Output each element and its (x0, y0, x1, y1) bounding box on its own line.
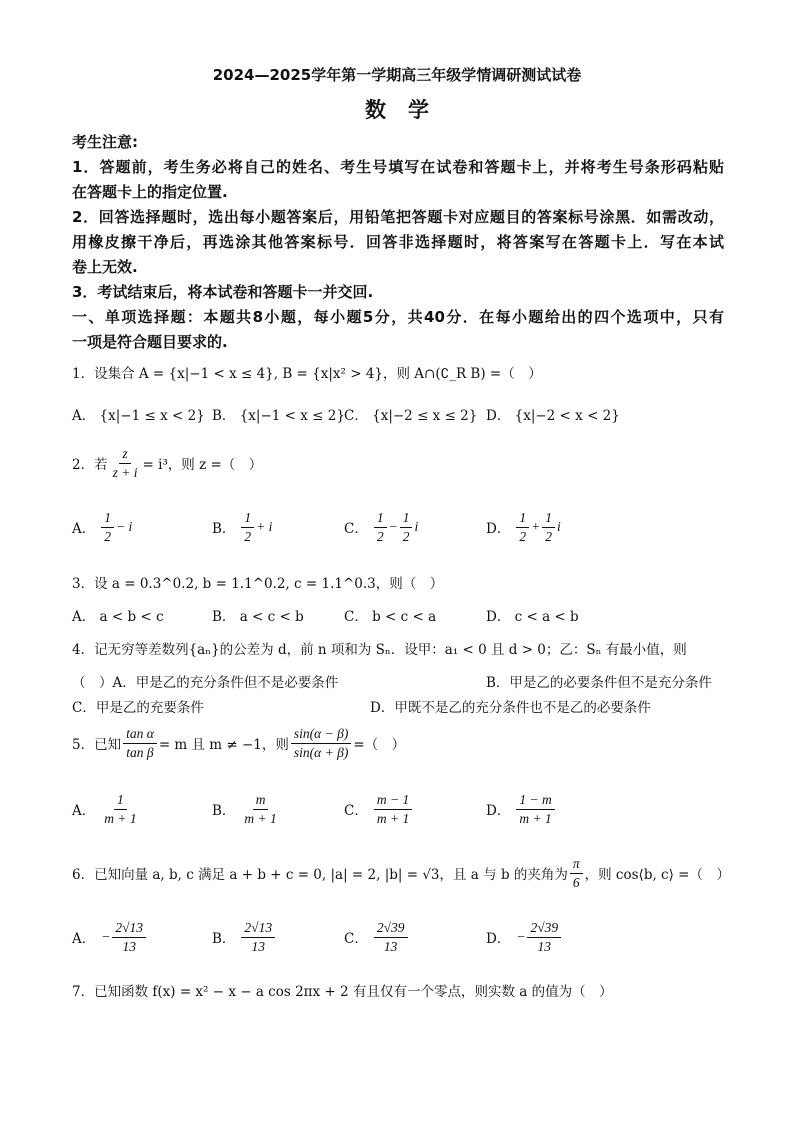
option-label: A． (72, 803, 96, 820)
fraction-numerator: 1 − m (516, 792, 554, 810)
fraction-denominator: sin(α + β) (293, 744, 349, 760)
option-label: C． (344, 931, 368, 948)
fraction-numerator: 1 (400, 510, 413, 528)
option-operator: − (388, 519, 398, 535)
option-fraction (241, 792, 279, 826)
option-fraction (516, 792, 554, 826)
question-2-prefix: 2．若 (72, 457, 108, 474)
option-fraction (527, 920, 561, 954)
option-sign: − (101, 929, 111, 945)
fraction-denominator: m + 1 (244, 810, 277, 826)
question-3-option-a: A． a < b < c (72, 609, 164, 625)
option-fraction (241, 920, 275, 954)
option-operator: + (531, 519, 541, 535)
option-fraction (112, 920, 146, 954)
question-6-option-b (212, 920, 277, 954)
option-sign: − (516, 929, 526, 945)
option-label: C． (344, 521, 368, 538)
question-2-fraction (110, 446, 141, 480)
question-2-suffix: = i³，则 z =（ ） (142, 457, 263, 474)
question-4-line-1: 4．记无穷等差数列{aₙ}的公差为 d，前 n 项和为 Sₙ．设甲：a₁ < 0 且 d > 0；乙：Sₙ 有最小值，则 (72, 642, 687, 658)
question-4-option-a: （ ）A．甲是乙的充分条件但不是必要条件 (72, 675, 339, 691)
question-5-option-a (72, 792, 142, 826)
fraction-denominator: 2 (402, 528, 410, 544)
option-label: B． (212, 931, 236, 948)
question-5-prefix: 5．已知 (72, 737, 122, 754)
question-1-option-a: A． {x|−1 ≤ x < 2} (72, 408, 205, 424)
question-6-angle-fraction (570, 856, 583, 890)
section-1-heading-line-1: 一、单项选择题：本题共8小题，每小题5分，共40分．在每小题给出的四个选项中，只有 (72, 308, 724, 326)
question-2-option-d (486, 510, 561, 544)
option-label: B． (212, 803, 236, 820)
fraction-denominator: 2 (519, 528, 527, 544)
question-3-option-d: D． c < a < b (486, 609, 579, 625)
option-label: D． (486, 521, 511, 538)
fraction-numerator: 1 (542, 510, 555, 528)
fraction-denominator: 6 (572, 874, 580, 890)
notice-heading: 考生注意: (72, 133, 138, 151)
option-label: A． (72, 521, 96, 538)
question-1-stem: 1．设集合 A = {x|−1 < x ≤ 4}, B = {x|x² > 4}，则 A∩(∁_R B) =（ ） (72, 366, 542, 382)
question-5-fraction-1 (123, 726, 157, 760)
fraction-numerator: m (253, 792, 269, 810)
question-1-option-d: D． {x|−2 < x < 2} (486, 408, 620, 424)
fraction-numerator: 1 (101, 510, 114, 528)
fraction-denominator: 2 (104, 528, 111, 544)
question-5-option-b (212, 792, 282, 826)
fraction-denominator: m + 1 (376, 810, 410, 826)
fraction-denominator: z + i (112, 464, 138, 480)
question-3-option-b: B． a < c < b (212, 609, 304, 625)
fraction-numerator: 2√13 (241, 920, 275, 938)
option-tail: i (414, 519, 419, 535)
option-fraction-2 (542, 510, 555, 544)
option-fraction (101, 792, 139, 826)
fraction-numerator: 1 (241, 510, 254, 528)
option-fraction (516, 510, 529, 544)
notice-item-3: 3．考试结束后，将本试卷和答题卡一并交回. (72, 283, 374, 301)
subject-title: 数学 (365, 97, 451, 122)
exam-title: 2024—2025学年第一学期高三年级学情调研测试试卷 (212, 66, 582, 84)
notice-item-2-line-1: 2．回答选择题时，选出每小题答案后，用铅笔把答题卡对应题目的答案标号涂黑．如需改动， (72, 208, 724, 226)
notice-item-2-line-3: 卷上无效. (72, 258, 138, 276)
option-label: D． (486, 803, 511, 820)
question-6-option-c (344, 920, 410, 954)
option-tail: + i (256, 519, 273, 535)
fraction-numerator: m − 1 (374, 792, 412, 810)
option-tail: i (556, 519, 561, 535)
fraction-denominator: 13 (251, 938, 265, 954)
option-label: B． (212, 521, 236, 538)
question-6-prefix: 6．已知向量 a, b, c 满足 a + b + c = 0, |a| = 2, |b| = √3，且 a 与 b 的夹角为 (72, 867, 568, 884)
question-5-option-c (344, 792, 414, 826)
question-5-stem (72, 726, 405, 760)
option-fraction (374, 510, 387, 544)
fraction-numerator: 1 (516, 510, 529, 528)
question-4-option-b: B．甲是乙的必要条件但不是充分条件 (486, 675, 712, 691)
fraction-denominator: 2 (545, 528, 552, 544)
question-2-option-c (344, 510, 418, 544)
option-fraction (241, 510, 254, 544)
question-5-option-d (486, 792, 557, 826)
fraction-numerator: z (119, 446, 130, 464)
notice-item-1-line-1: 1．答题前，考生务必将自己的姓名、考生号填写在试卷和答题卡上，并将考生号条形码粘贴 (72, 158, 724, 176)
question-3-stem: 3．设 a = 0.3^0.2, b = 1.1^0.2, c = 1.1^0.3，则（ ） (72, 576, 444, 592)
option-label: C． (344, 803, 368, 820)
question-7-stem: 7．已知函数 f(x) = x² − x − a cos 2πx + 2 有且仅有一个零点，则实数 a 的值为（ ） (72, 984, 613, 1000)
fraction-denominator: 13 (383, 938, 398, 954)
question-3-option-c: C． b < c < a (344, 609, 437, 625)
option-fraction-2 (400, 510, 413, 544)
question-2-option-b (212, 510, 272, 544)
question-6-suffix: ，则 cos⟨b, c⟩ =（ ） (584, 867, 730, 884)
notice-item-2-line-2: 用橡皮擦干净后，再选涂其他答案标号．回答非选择题时，将答案写在答题卡上．写在本试 (72, 233, 724, 251)
question-6-option-a (72, 920, 148, 954)
option-fraction (101, 510, 114, 544)
fraction-numerator: 1 (374, 510, 387, 528)
option-label: A． (72, 931, 96, 948)
fraction-numerator: π (570, 856, 583, 874)
fraction-denominator: 13 (537, 938, 552, 954)
fraction-denominator: 2 (376, 528, 384, 544)
question-4-option-d: D．甲既不是乙的充分条件也不是乙的必要条件 (370, 700, 651, 716)
fraction-numerator: 2√39 (527, 920, 561, 938)
option-label: D． (486, 931, 511, 948)
option-fraction (374, 920, 408, 954)
question-5-fraction-2 (291, 726, 351, 760)
fraction-numerator: 2√39 (374, 920, 408, 938)
fraction-numerator: 2√13 (112, 920, 146, 938)
fraction-numerator: sin(α − β) (291, 726, 351, 744)
question-6-stem (72, 856, 730, 890)
question-5-suffix: =（ ） (353, 737, 406, 754)
option-tail: − i (116, 519, 133, 535)
fraction-denominator: 2 (244, 528, 252, 544)
fraction-numerator: tan α (123, 726, 157, 744)
section-1-heading-line-2: 一项是符合题目要求的. (72, 333, 228, 351)
question-6-option-d (486, 920, 563, 954)
fraction-numerator: 1 (114, 792, 127, 810)
question-4-option-c: C．甲是乙的充要条件 (72, 700, 204, 716)
option-fraction (374, 792, 412, 826)
fraction-denominator: tan β (126, 744, 154, 760)
question-2-option-a (72, 510, 132, 544)
fraction-denominator: 13 (122, 938, 136, 954)
fraction-denominator: m + 1 (519, 810, 552, 826)
question-2-stem (72, 446, 262, 480)
notice-item-1-line-2: 在答题卡上的指定位置. (72, 183, 228, 201)
question-1-option-c: C． {x|−2 ≤ x ≤ 2} (344, 408, 478, 424)
fraction-denominator: m + 1 (104, 810, 137, 826)
question-1-option-b: B． {x|−1 < x ≤ 2} (212, 408, 345, 424)
question-5-middle: = m 且 m ≠ −1，则 (158, 737, 289, 754)
